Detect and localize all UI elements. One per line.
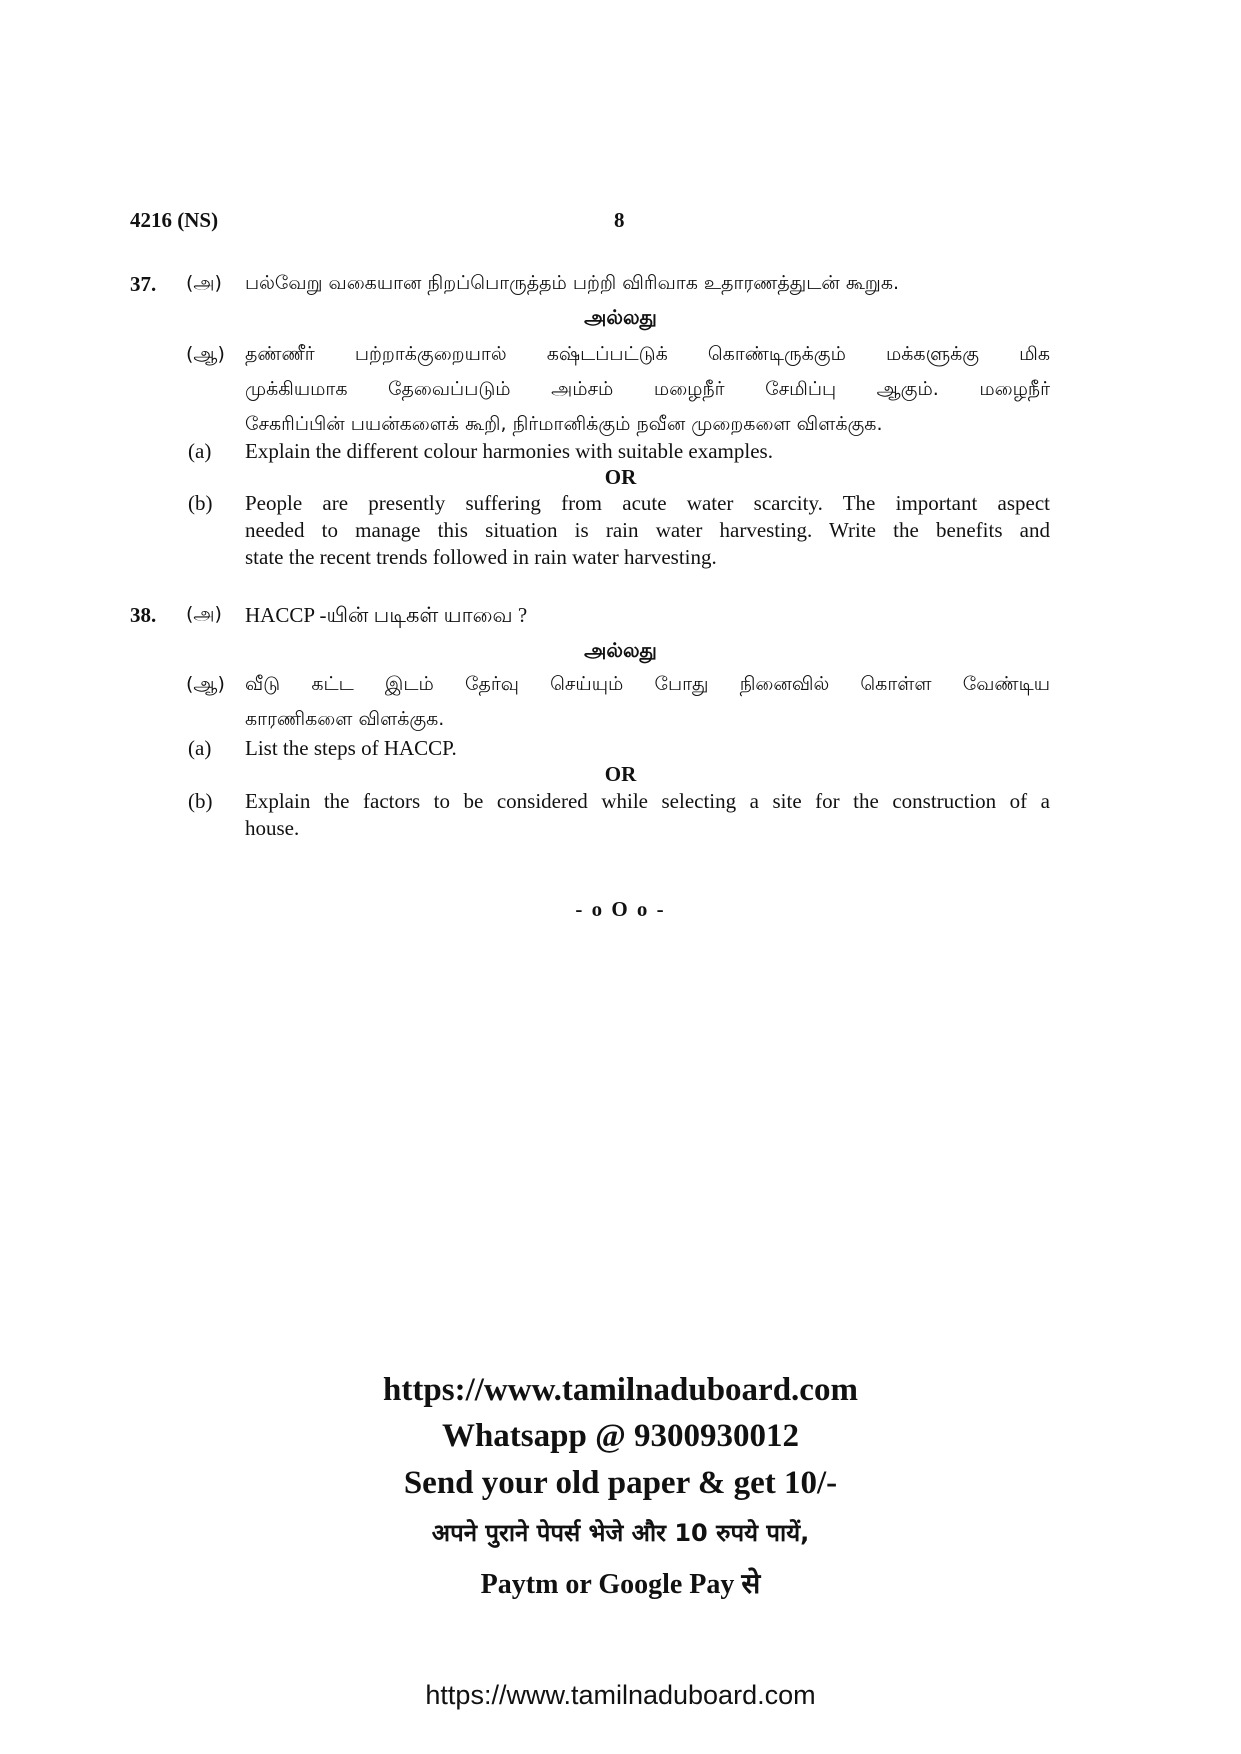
question-text-b-line: Explain the factors to be considered while selecting a site for the construction of a [245,789,1050,813]
or-separator-tamil: அல்லது [584,305,657,329]
question-text-a: List the steps of HACCP. [245,736,457,760]
or-separator-tamil: அல்லது [584,638,657,662]
question-text-tamil-b-line: வீடு கட்ட இடம் தேர்வு செய்யும் போது நினைவில் கொள்ள வேண்டிய [245,673,1050,695]
question-text-b-line: state the recent trends followed in rain water harvesting. [245,545,717,569]
promo-send-paper: Send your old paper & get 10/- [403,1465,838,1501]
question-text-b-line: needed to manage this situation is rain water harvesting. Write the benefits and [245,518,1050,542]
option-label-tamil-a: (அ) [186,603,222,625]
question-text-tamil-b-line: தண்ணீர் பற்றாக்குறையால் கஷ்டப்பட்டுக் கொண்டிருக்கும் மக்களுக்கு மிக [245,343,1050,365]
promo-url[interactable]: https://www.tamilnaduboard.com [383,1372,858,1408]
promo-payment: Paytm or Google Pay से [480,1569,761,1600]
question-text-tamil-b-line: சேகரிப்பின் பயன்களைக் கூறி, நிர்மானிக்கும் நவீன முறைகளை விளக்குக. [245,413,883,435]
question-text-tamil-a: பல்வேறு வகையான நிறப்பொருத்தம் பற்றி விரிவாக உதாரணத்துடன் கூறுக. [245,272,900,294]
option-label-a: (a) [188,439,212,463]
question-text-tamil-b-line: முக்கியமாக தேவைப்படும் அம்சம் மழைநீர் சேமிப்பு ஆகும். மழைநீர் [245,378,1050,400]
question-text-tamil-b-line: காரணிகளை விளக்குக. [245,708,445,730]
option-label-tamil-a: (அ) [186,272,222,294]
question-number: 37. [130,272,157,296]
option-label-tamil-b: (ஆ) [186,343,225,365]
footer-url-link[interactable]: https://www.tamilnaduboard.com [425,1680,816,1710]
option-label-a: (a) [188,736,212,760]
question-number: 38. [130,603,157,627]
option-label-b: (b) [188,491,213,515]
or-separator: OR [604,465,637,489]
paper-code: 4216 (NS) [130,208,219,232]
promo-hindi-text: अपने पुराने पेपर्स भेजे और 10 रुपये पायें, [431,1519,810,1547]
question-text-a: Explain the different colour harmonies with suitable examples. [245,439,773,463]
page-number: 8 [614,208,625,232]
or-separator: OR [604,762,637,786]
option-label-b: (b) [188,789,213,813]
question-text-b-line: People are presently suffering from acute water scarcity. The important aspect [245,491,1050,515]
question-text-b-line: house. [245,816,300,840]
option-label-tamil-b: (ஆ) [186,673,225,695]
end-of-paper-mark: - o O o - [575,897,666,921]
promo-whatsapp: Whatsapp @ 9300930012 [441,1418,800,1454]
question-text-tamil-a: HACCP -யின் படிகள் யாவை ? [245,603,528,627]
